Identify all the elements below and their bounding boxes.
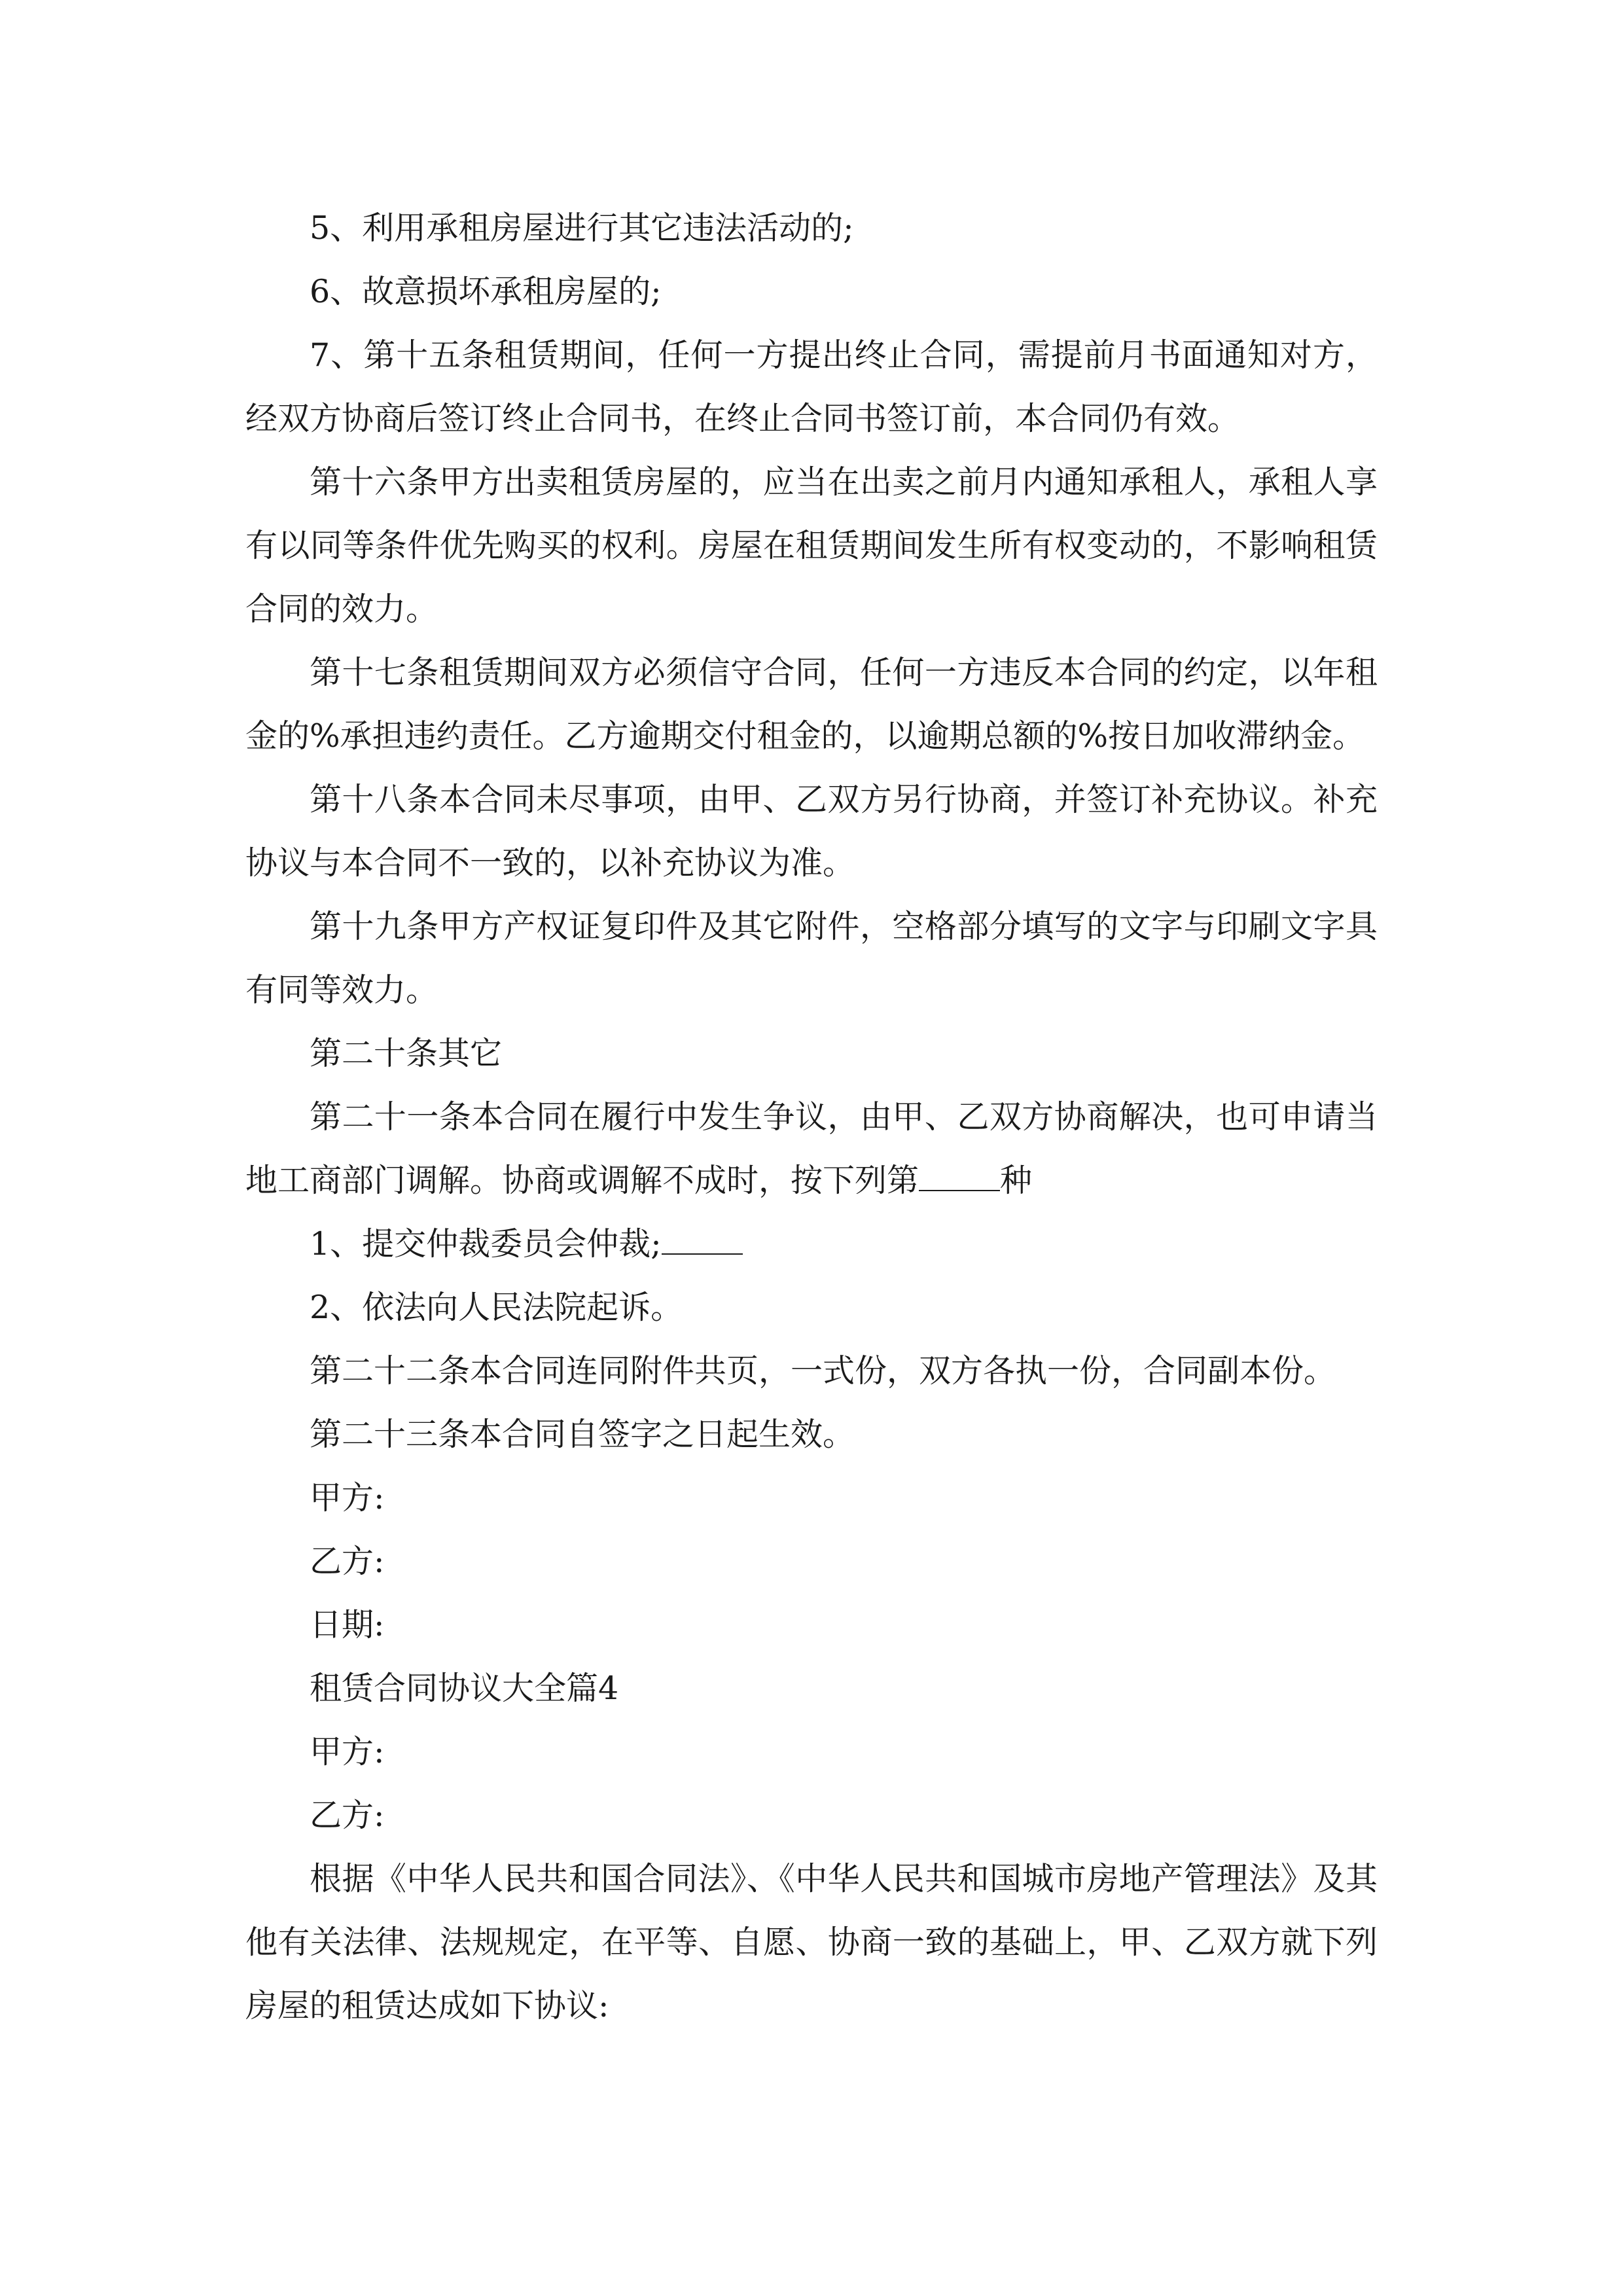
paragraph-article-21 [245, 1085, 1378, 1212]
article-21-suffix: 种 [1000, 1162, 1033, 1199]
section-heading: 租赁合同协议大全篇4 [310, 1670, 619, 1707]
paragraph-article-17: 第十七条租赁期间双方必须信守合同，任何一方违反本合同的约定，以年租金的%承担违约责任。乙方逾期交付租金的，以逾期总额的%按日加收滞纳金。 [245, 654, 1378, 755]
paragraph-option-arbitration [245, 1212, 1378, 1276]
fill-in-blank [919, 1164, 1000, 1191]
paragraph-article-18: 第十八条本合同未尽事项，由甲、乙双方另行协商，并签订补充协议。补充协议与本合同不一致的，以补充协议为准。 [245, 781, 1378, 882]
fill-in-blank [662, 1227, 743, 1255]
paragraph-article-20: 第二十条其它 [310, 1035, 503, 1072]
paragraph-clause-7: 7、第十五条租赁期间，任何一方提出终止合同，需提前月书面通知对方，经双方协商后签订终止合同书，在终止合同书签订前，本合同仍有效。 [245, 336, 1378, 437]
paragraph-clause-6: 6、故意损坏承租房屋的; [310, 273, 662, 310]
paragraph-clause-5: 5、利用承租房屋进行其它违法活动的; [310, 209, 854, 247]
paragraph-article-22: 第二十二条本合同连同附件共页，一式份，双方各执一份，合同副本份。 [310, 1352, 1336, 1390]
option-arbitration-text: 1、提交仲裁委员会仲裁; [310, 1225, 662, 1263]
article-21-text: 第二十一条本合同在履行中发生争议，由甲、乙双方协商解决，也可申请当地工商部门调解。协商或调解不成时，按下列第 [245, 1098, 1378, 1199]
signature-date: 日期: [310, 1606, 385, 1643]
document-body [245, 196, 1378, 2037]
paragraph-preamble: 根据《中华人民共和国合同法》、《中华人民共和国城市房地产管理法》及其他有关法律、法规规定，在平等、自愿、协商一致的基础上，甲、乙双方就下列房屋的租赁达成如下协议: [245, 1860, 1378, 2024]
signature-party-b: 乙方: [310, 1543, 385, 1580]
paragraph-option-lawsuit: 2、依法向人民法院起诉。 [310, 1289, 683, 1326]
party-b-label: 乙方: [310, 1797, 385, 1834]
paragraph-article-23: 第二十三条本合同自签字之日起生效。 [310, 1416, 855, 1453]
signature-party-a: 甲方: [310, 1479, 385, 1516]
paragraph-article-16: 第十六条甲方出卖租赁房屋的，应当在出卖之前月内通知承租人，承租人享有以同等条件优先购买的权利。房屋在租赁期间发生所有权变动的，不影响租赁合同的效力。 [245, 463, 1378, 628]
paragraph-article-19: 第十九条甲方产权证复印件及其它附件，空格部分填写的文字与印刷文字具有同等效力。 [245, 908, 1378, 1009]
party-a-label: 甲方: [310, 1733, 385, 1770]
